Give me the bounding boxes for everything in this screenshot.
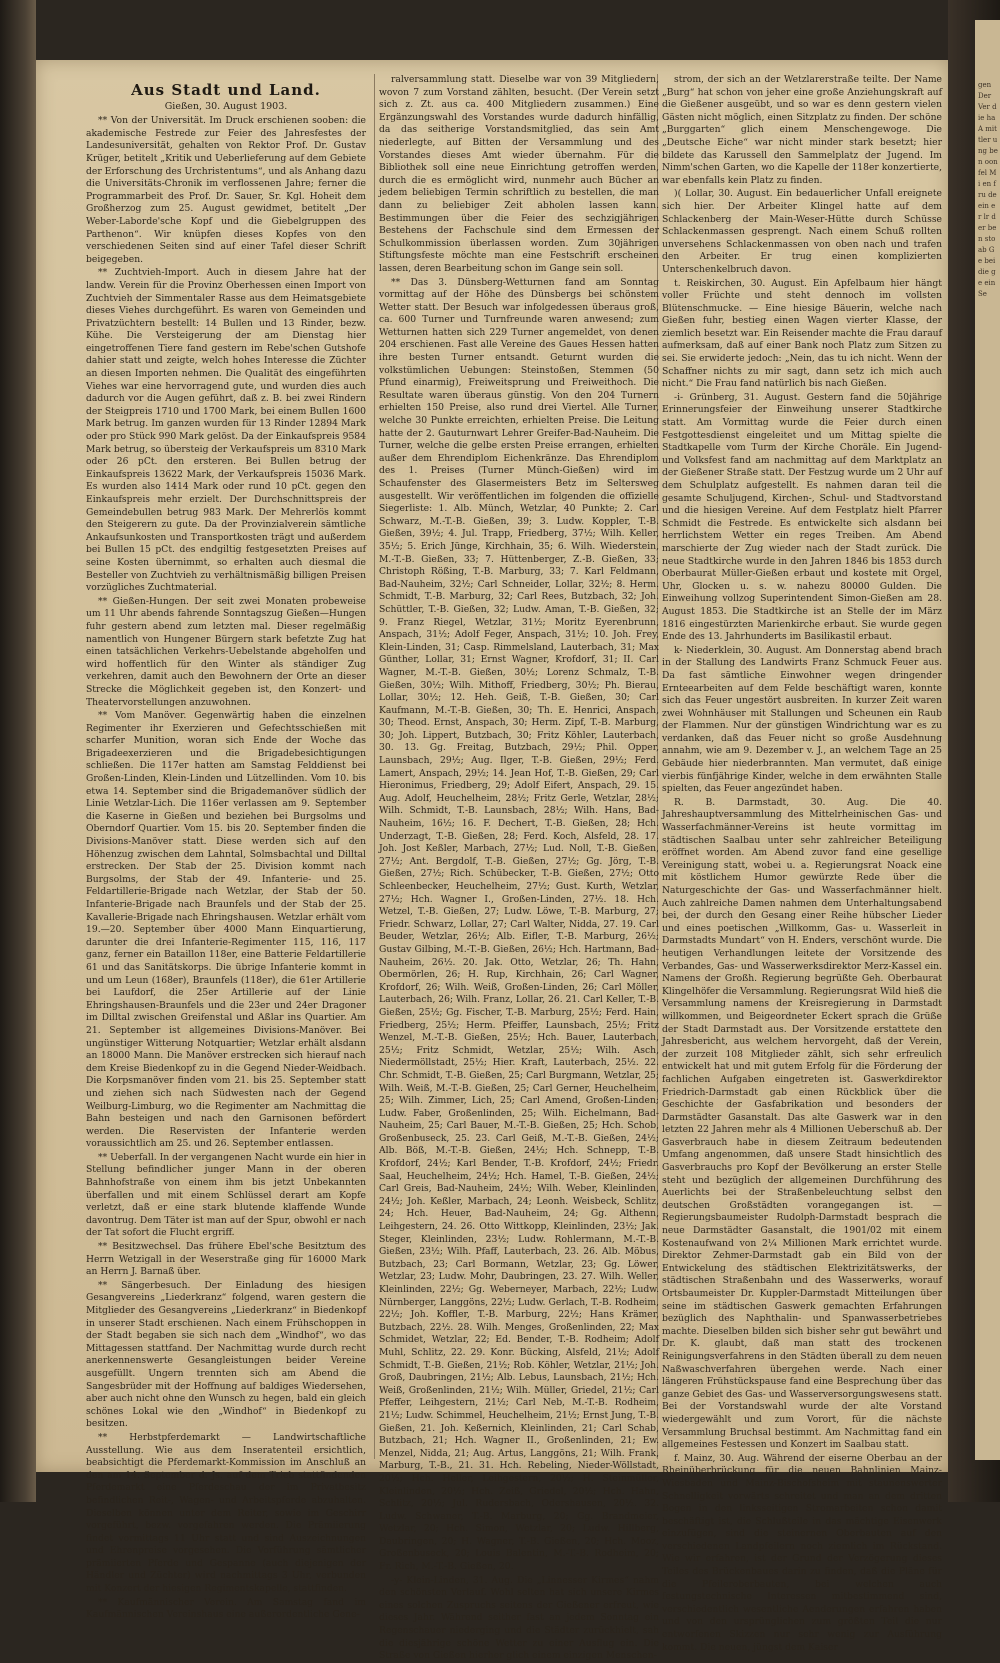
article-paragraph: ralversammlung statt. Dieselbe war von 39 Mitgliedern, wovon 7 zum Vorstand zählten, besucht. (Der Verein setzt sich z. Zt. aus ca. 400 Mitgliedern zusammen.) Eine Ergänzungswahl des Vorstandes wurde dadurch hinfällig, da das seitherige Vorstandsmitglied, das sein Amt niederlegte, auf Bitten der Versammlung und des Vorstandes dieses Amt wieder übernahm. Für die Bibliothek soll eine neue Einrichtung getroffen werden, durch die es ermöglicht wird, nunmehr auch Bücher an jedem beliebigen Termin schriftlich zu bestellen, die man dann zu beliebiger Zeit abholen lassen kann. Bestimmungen über die Feier des sechzigjährigen Bestehens der Fachschule sind dem Ermessen der Schulkommission überlassen worden. Zum 30jährigen Stiftungsfeste möchte man eine Festschrift erscheinen lassen, deren Bearbeitung schon im Gange sein soll. bbox=[379, 74, 659, 274]
column-2-body bbox=[379, 74, 659, 1663]
article-paragraph: ** Herbstpferdemarkt — Landwirtschaftliche Ausstellung. Wie aus dem Inseratenteil ersichtlich, beabsichtigt die Pferdemarkt-Kommission im Anschluß an den am 14. September d. Js. auf dem Trieb stattfindenden Pferdemarkt eine Pferdeschau der im Privatbesitz befindlichen Reit-, Wagen- und Arbeitspferde abzuhalten. Dieselben können unter dem Reiter, sowie im Geschirr vorgeführt, bezw. vorgefahren werden. Die Prämiierung findet vormittags 11 Uhr statt und sind Auszeichnungen und Ehrenpreise vorgesehen. Die Vorführung sämtlicher prämiierten Pferde und Gespanne (auch diejenigen der Händler und Züchter) wird nachmittags 3 Uhr, verbunden mit Konzert der hiesigen Regimentskapelle, stattfinden. bbox=[86, 1431, 366, 1595]
article-paragraph: strom, der sich an der Wetzlarerstraße teilte. Der Name „Burg“ hat schon von jeher eine große Anziehungskraft auf die Gießener ausgeübt, und so war es denn gestern vielen Gästen nicht möglich, einen Sitzplatz zu finden. Der schöne „Burggarten“ glich einem Menschengewoge. Die „Deutsche Eiche“ war nicht minder stark besetzt; hier bildete das Karussell den Sammelplatz der Jugend. Im Nimm'schen Garten, wo die Kapelle der 118er konzertierte, war ebenfalls kein Platz zu finden. bbox=[662, 74, 942, 186]
article-paragraph: t. Reiskirchen, 30. August. Ein Apfelbaum hier hängt voller Früchte und steht dennoch im vollsten Blütenschmucke. — Eine hiesige Bäuerin, welche nach Gießen fuhr, bestieg einen Wagen vierter Klasse, der ziemlich besetzt war. Ein Reisender machte die Frau darauf aufmerksam, daß auf einer Bank noch Platz zum Sitzen zu sei. Sie erwiderte jedoch: „Nein, das tu ich nicht. Wenn der Schaffner nichts zu mir sagt, dann setz ich mich auch nicht.“ Die Frau fand natürlich bis nach Gießen. bbox=[662, 277, 942, 390]
column-3 bbox=[662, 74, 942, 1653]
section-title: Aus Stadt und Land. bbox=[131, 81, 321, 99]
article-paragraph: ** Gießen-Hungen. Der seit zwei Monaten probeweise um 11 Uhr abends fahrende Sonntagszug Gießen—Hungen fuhr gestern abend zum letzten mal. Dieser regelmäßig namentlich von Hungener Bürgern stark befetzte Zug hat einen tatsächlichen Verkehrs-Uebelstande abgeholfen und wird hoffentlich für den Winter als ständiger Zug verkehren, damit auch den Bewohnern der Orte an dieser Strecke die Möglichkeit gegeben ist, den Konzert- und Theatervorstellungen anzuwohnen. bbox=[86, 595, 366, 708]
article-paragraph: ** Ueberfall. In der vergangenen Nacht wurde ein hier in Stellung befindlicher junger Mann in der oberen Bahnhofstraße von einem ihm bis jetzt Unbekannten überfallen und mit einem Schlüssel derart am Kopfe verletzt, daß er eine stark blutende klaffende Wunde davontrug. Dem Täter ist man auf der Spur, obwohl er nach der Tat sofort die Flucht ergriff. bbox=[86, 1151, 366, 1239]
column-1-body bbox=[86, 115, 366, 1622]
column-3-body bbox=[662, 74, 942, 1654]
column-2 bbox=[379, 74, 659, 1662]
article-paragraph: -i- Grünberg, 31. August. Gestern fand die 50jährige Erinnerungsfeier der Einweihung unserer Stadtkirche statt. Am Vormittag wurde die Feier durch einen Festgottesdienst eingeleitet und um Mittag spielte die Stadtkapelle vom Turm der Kirche Choräle. Ein Jugend- und Volksfest fand am nachmittag auf dem Marktplatz an der Gießener Straße statt. Der Festzug wurde um 2 Uhr auf dem Schulplatz aufgestellt. Es nahmen daran teil die gesamte Schuljugend, Kirchen-, Schul- und Stadtvorstand und die hiesigen Vereine. Auf dem Festplatz hielt Pfarrer Schmidt die Festrede. Es entwickelte sich alsdann bei herrlichstem Wetter ein reges Treiben. Am Abend marschierte der Zug wieder nach der Stadt zurück. Die neue Stadtkirche wurde in den Jahren 1846 bis 1853 durch Oberbaurat Müller-Gießen erbaut und kostete mit Orgel, Uhr, Glocken u. s. w. nahezu 80000 Gulden. Die Einweihung vollzog Superintendent Simon-Gießen am 28. August 1853. Die Stadtkirche ist an Stelle der im März 1816 eingestürzten Marienkirche erbaut. Sie wurde gegen Ende des 13. Jahrhunderts im Basilikastil erbaut. bbox=[662, 391, 942, 643]
column-1 bbox=[86, 74, 366, 1621]
article-paragraph: ** Von der Universität. Im Druck erschienen sooben: die akademische Festrede zur Feier des Jahresfestes der Landesuniversität, gehalten von Rektor Prof. Dr. Gustav Krüger, betitelt „Kritik und Ueberlieferung auf dem Gebiete der Erforschung des Urchristentums“, und als Anhang dazu die Universitäts-Chronik im verflossenen Jahre; ferner die Programmarbeit des Prof. Dr. Sauer, Sr. Kgl. Hoheit dem Großherzog zum 25. August gewidmet, betitelt „Der Weber-Laborde'sche Kopf und die Giebelgruppen des Parthenon“. Wir knüpfen dieses Kopfes von den verschiedenen Seiten sind auf einer Tafel dieser Schrift beigegeben. bbox=[86, 115, 366, 265]
article-paragraph: )( Lollar, 30. August. Ein bedauerlicher Unfall ereignete sich hier. Der Arbeiter Klingel hatte auf dem Schlackenberg der Main-Weser-Hütte durch Schüsse Schlackenmassen gesprengt. Nach einem Schuß rollten unversehens Schlackenmassen von oben nach und trafen den Arbeiter. Er trug einen komplizierten Unterschenkelbruch davon. bbox=[662, 188, 942, 275]
article-paragraph: k- Niederklein, 30. August. Am Donnerstag abend brach in der Stallung des Landwirts Franz Schmuck Feuer aus. Da fast sämtliche Einwohner wegen dringender Ernteearbeiten auf dem Felde beschäftigt waren, konnte sich das Feuer ungestört ausbreiten. In kurzer Zeit waren zwei Wohnhäuser mit Stallungen und Scheunen ein Raub der Flammen. Nur der günstigen Windrichtung war es zu verdanken, daß das Feuer nicht so große Ausdehnung annahm, wie am 9. Dezember v. J., an welchem Tage an 25 Gebäude hier niederbrannten. Man vermutet, daß einige vierbis fünfjährige Kinder, welche in dem erwähnten Stalle spielten, das Feuer angezündet haben. bbox=[662, 644, 942, 795]
newspaper-page bbox=[36, 60, 948, 1662]
article-paragraph: R. B. Darmstadt, 30. Aug. Die 40. Jahreshauptversammlung des Mittelrheinischen Gas- und Wasserfachmänner-Vereins ist heute vormittag im städtischen Saalbau unter sehr zahlreicher Beteiligung eröffnet worden. Am Abend zuvor fand eine gesellige Vereinigung statt, wobei u. a. Regierungsrat Noack eine mit köstlichem Humor gewürzte Rede über die Naturgeschichte der Gas- und Wasserfachmänner hielt. Auch zahlreiche Damen nahmen dem Unterhaltungsabend bei, der durch den Gesang einer Reihe hübscher Lieder und eines poetischen „Willkomm, Gas- u. Wasserleit in Darmstadts Mundart“ von H. Enders, verschönt wurde. Die heutigen Verhandlungen leitete der Vorsitzende des Verbandes, Gas- und Wasserwerksdirektor Merz-Kassel ein. Namens der Großh. Regierung begrüßte Geh. Oberbaurat Klingelhöfer die Versammlung. Regierungsrat Wild hieß die Versammlung namens der Kreisregierung in Darmstadt willkommen, und Beigeordneter Eckert sprach die Grüße der Stadt Darmstadt aus. Der Vorsitzende erstattete den Jahresbericht, aus welchem hervorgeht, daß der Verein, der zurzeit 108 Mitglieder zählt, sich sehr erfreulich entwickelt hat und mit gutem Erfolg für die Förderung der fachlichen Aufgaben eingetreten ist. Gaswerkdirektor Friedrich-Darmstadt gab einen Rückblick über die Geschichte der Gasfabrikation und besonders der Darmstädter Gasanstalt. Das alte Gaswerk war in den letzten 22 Jahren mehr als 4 Millionen Ueberschuß ab. Der Gasverbrauch habe in diesem Zeitraum bedeutenden Umfang angenommen, daß unsere Stadt hinsichtlich des Gasverbrauchs pro Kopf der Bevölkerung an erster Stelle steht und bezüglich der allgemeinen Durchführung des Auerlichts bei der Straßenbeleuchtung selbst den deutschen Großstädten vorangegangen ist. — Regierungsbaumeister Rudolph-Darmstadt besprach die neue Darmstädter Gasanstalt, die 1901/02 mit einem Kostenaufwand von 2¼ Millionen Mark errichtet wurde. Direktor Zehmer-Darmstadt gab ein Bild von der Entwickelung des städtischen Elektrizitätswerks, der städtischen Straßenbahn und des Wasserwerks, worauf Ortsbaumeister Dr. Kuppler-Darmstadt Mitteilungen über seine im städtischen Gaswerk gemachten Erfahrungen bezüglich des Naphthalin- und Spanwasserbetriebes machte. Dieselben bilden sich bisher sehr gut bewährt und Dr. K. glaubt, daß man statt des trockenen Reinigungsverfahrens in den Städten überall zu dem neuen Naßwaschverfahren übergehen werde. Nach einer längeren Frühstückspause fand eine Besprechung über das ganze Gebiet des Gas- und Wasserversorgungswesens statt. Bei der Vorstandswahl wurde der alte Vorstand wiedergewählt und zum Vorort, für die nächste Versammlung Bruchsal bestimmt. Am Nachmittag fand ein allgemeines Festessen und Konzert im Saalbau statt. bbox=[662, 796, 942, 1451]
article-paragraph: ** Kaufmännischer Verein. Am Samstag fand im Kaufmännischen Vereinshaus eine außerordentliche Gene- bbox=[86, 1596, 366, 1621]
adjacent-page-text: gen Der Ver die ha A mittler ung ben oon fel Mi en fru de ein er lr der ben sto ab Ge bei die ge ein Se bbox=[978, 81, 998, 298]
article-paragraph: ** Das 3. Dünsberg-Wetturnen fand am Sonntag vormittag auf der Höhe des Dünsbergs bei schönstem Wetter statt. Der Besuch war infolgedessen überaus groß, ca. 600 Turner und Turnfreunde waren anwesend; zum Wetturnen hatten sich 229 Turner angemeldet, von denen 204 erschienen. Fast alle Vereine des Gaues Hessen hatten ihre besten Turner entsandt. Geturnt wurden die volkstümlichen Uebungen: Steinstoßen, Stemmen (50 Pfund einarmig), Freiweitsprung und Freiweithoch. Die Resultate waren überaus günstig. Von den 204 Turnern erhielten 150 Preise, also rund drei Viertel. Alle Turner, welche 30 Punkte erreichten, erhielten Preise. Die Leitung hatte der 2. Gauturnwart Lehrer Greifer-Bad-Nauheim. Die Turner, welche die gelbe ersten Preise errangen, erhielten außer dem Ehrendiplom Eichenkränze. Das Ehrendiplom des 1. Preises (Turner Münch-Gießen) wird im Schaufenster des Glasermeisters Betz im Seltersweg ausgestellt. Wir veröffentlichen im folgenden die offizielle Siegerliste: 1. Alb. Münch, Wetzlar, 40 Punkte; 2. Carl Schwarz, M.-T.-B. Gießen, 39; 3. Ludw. Koppler, T.-B. Gießen, 39½; 4. Jul. Trapp, Friedberg, 37½; Wilh. Keller, 35½; 5. Erich Jünge, Kirchhain, 35; 6. Wilh. Wiederstein, M.-T.-B. Gießen, 33; 7. Hüttenberger, Z.-B. Gießen, 33; Christoph Rößing, T.-B. Marburg, 33; 7. Karl Feldmann, Bad-Nauheim, 32½; Carl Schneider, Lollar, 32½; 8. Herm. Schmidt, T.-B. Marburg, 32; Carl Rees, Butzbach, 32; Joh. Schüttler, T.-B. Gießen, 32; Ludw. Aman, T.-B. Gießen, 32; 9. Franz Riegel, Wetzlar, 31½; Moritz Eyerenbrunn, Anspach, 31½; Adolf Feger, Anspach, 31½; 10. Joh. Frey, Klein-Linden, 31; Casp. Rimmelsland, Lauterbach, 31; Max Günther, Lollar, 31; Ernst Wagner, Krofdorf, 31; II. Carl Wagner, M.-T.-B. Gießen, 30½; Lorenz Schmalz, T.-B. Gießen, 30½; Wilh. Mithoff, Friedberg, 30½; Ph. Bierau, Lollar, 30½; 12. Heh. Geiß, T.-B. Gießen, 30; Carl Kaufmann, M.-T.-B. Gießen, 30; Th. E. Henrici, Anspach, 30; Theod. Ernst, Anspach, 30; Herm. Zipf, T.-B. Marburg, 30; Joh. Lippert, Butzbach, 30; Fritz Köhler, Lauterbach, 30. 13. Gg. Freitag, Butzbach, 29½; Phil. Opper, Launsbach, 29½; Aug. Ilger, T.-B. Gießen, 29½; Ferd. Lamert, Anspach, 29½; 14. Jean Hof, T.-B. Gießen, 29; Carl Hieronimus, Friedberg, 29; Adolf Eifert, Anspach, 29. 15. Aug. Adolf, Heuchelheim, 28½; Fritz Gerle, Wetzlar, 28½; Wilh. Schmidt, T.-B. Launsbach, 28½; Wilh. Hans, Bad-Nauheim, 16½; 16. F. Dechert, T.-B. Gießen, 28; Hch. Underzagt, T.-B. Gießen, 28; Ferd. Koch, Alsfeld, 28. 17. Joh. Jost Keßler, Marbach, 27½; Lud. Noll, T.-B. Gießen, 27½; Ant. Bergdolf, T.-B. Gießen, 27½; Gg. Jörg, T.-B. Gießen, 27½; Rich. Schübecker, T.-B. Gießen, 27½; Otto Schleenbecker, Heuchelheim, 27½; Gust. Kurth, Wetzlar, 27½; Hch. Wagner I., Großen-Linden, 27½. 18. Hch. Wetzel, T.-B. Gießen, 27; Ludw. Löwe, T.-B. Marburg, 27; Friedr. Schwarz, Lollar, 27; Carl Walter, Nidda, 27. 19. Carl Beuder, Wetzlar, 26½; Alb. Eifler, T.-B. Marburg, 26½; Gustav Gilbing, M.-T.-B. Gießen, 26½; Hch. Hartmann, Bad-Nauheim, 26½. 20. Jak. Otto, Wetzlar, 26; Th. Hahn, Obermörlen, 26; H. Rup, Kirchhain, 26; Carl Wagner, Krofdorf, 26; Wilh. Weiß, Großen-Linden, 26; Carl Möller, Lauterbach, 26; Wilh. Franz, Lollar, 26. 21. Carl Keller, T.-B. Gießen, 25½; Gg. Fischer, T.-B. Marburg, 25½; Ferd. Hain, Friedberg, 25½; Herm. Pfeiffer, Launsbach, 25½; Fritz Wenzel, M.-T.-B. Gießen, 25½; Hch. Bauer, Lauterbach, 25½; Fritz Schmidt, Wetzlar, 25½; Wilh. Asch, Niedermöllstadt, 25½; Hier. Kraft, Lauterbach, 25½. 22. Chr. Schmidt, T.-B. Gießen, 25; Carl Burgmann, Wetzlar, 25; Wilh. Weiß, M.-T.-B. Gießen, 25; Carl Gerner, Heuchelheim, 25; Wilh. Zimmer, Lich, 25; Carl Amend, Großen-Linden; Ludw. Faber, Großenlinden, 25; Wilh. Eichelmann, Bad-Nauheim, 25; Carl Bauer, M.-T.-B. Gießen, 25; Hch. Schob, Großenbuseck, 25. 23. Carl Geiß, M.-T.-B. Gießen, 24½; Alb. Böß, M.-T.-B. Gießen, 24½; Hch. Schnepp, T.-B. Krofdorf, 24½; Karl Bender, T.-B. Krofdorf, 24½; Friedr. Saal, Heuchelheim, 24½; Hch. Hamel, T.-B. Gießen, 24½; Carl Greis, Bad-Nauheim, 24½; Wilh. Weber, Kleinlinden, 24½; Joh. Keßler, Marbach, 24; Leonh. Weisbeck, Schlitz, 24; Hch. Heuer, Bad-Nauheim, 24; Gg. Althenn, Leihgestern, 24. 26. Otto Wittkopp, Kleinlinden, 23½; Jak. Steger, Kleinlinden, 23½; Ludw. Rohlermann, M.-T.-B. Gießen, 23½; Wilh. Pfaff, Lauterbach, 23. 26. Alb. Möbus, Butzbach, 23; Carl Bormann, Wetzlar, 23; Gg. Löwer, Wetzlar, 23; Ludw. Mohr, Daubringen, 23. 27. Wilh. Weller, Kleinlinden, 22½; Gg. Weberneyer, Marbach, 22½; Ludw. Nürnberger, Langgöns, 22½; Ludw. Gerlach, T.-B. Rodheim, 22½; Joh. Koffler, T.-B. Marburg, 22½; Hans Krämer, Butzbach, 22½. 28. Wilh. Menges, Großenlinden, 22; Max Schmidet, Wetzlar, 22; Ed. Bender, T.-B. Rodheim; Adolf Muhl, Schlitz, 22. 29. Konr. Bücking, Alsfeld, 21½; Adolf Schmidt, T.-B. Gießen, 21½; Rob. Köhler, Wetzlar, 21½; Joh. Groß, Daubringen, 21½; Alb. Lebus, Launsbach, 21½; Hch. Weiß, Großenlinden, 21½; Wilh. Müller, Griedel, 21½; Carl Pfeffer, Leihgestern, 21½; Carl Neb, M.-T.-B. Rodheim, 21½; Ludw. Schimmel, Heuchelheim, 21½; Ernst Jung, T.-B. Gießen, 21. Joh. Keßernich, Kleinlinden, 21; Carl Schab, Butzbach, 21; Hch. Wagner II., Großenlinden, 21; Ew. Menzel, Nidda, 21; Aug. Artus, Langgöns, 21; Wilh. Frank, Marburg, T.-B., 21. 31. Hch. Rebeling, Nieder-Wöllstadt, 20½; Hch. Heller, Leihgestern, 20½; H. Steinmüller, Kleinlinden, 20½; Hch. Zeiß, Griedel, 20½; Hch. Hahn, Schlitz, 20½; Jul. Rudersbach, Odershausen, 20½. 32. Ludw. Schwaner, T.-B. Marburg, 20; Gg. Brandmeier, Wetzlar, 20; Hch. Simon, Wetzlar, 20; Ludw. Hillberg, Daubringen, 20; H. Wagner, T.-B. Gießen, 20; Hch. Mooz, Großenbuseck, 20; Louis Balentin, M.-T.-B. Rodheim, 20; Fr. Rich, M.-T.-B. Gießen, 20. bbox=[379, 276, 659, 1573]
column-rule-1 bbox=[374, 74, 375, 1459]
article-paragraph: ** Besitzwechsel. Das frühere Ebel'sche Besitztum des Herrn Wetzigall in der Weserstraße ging für 16000 Mark an Herrn J. Barnaß über. bbox=[86, 1241, 366, 1278]
article-paragraph: -y- Klein-Linden, 31. Aug. Die „Linnesser Kirmes“ nahm den schönsten Verlauf. Wohl selten hat sich unsere Kirmes eines solchen Zuspruchs seitens der Gießener erfreut, wie dieses Jahr. Während seither fast an jedem Sonntag ein Regenschauer niederging und die Städter zurückhielt, sah die diesjährige schöne Wetter zu einer Ausflug ein. Die Straße von Gießen hierher glich einem einzigen Menschen- bbox=[379, 1574, 659, 1662]
adjacent-page-sliver bbox=[975, 20, 1000, 1460]
article-paragraph: f. Mainz, 30. Aug. Während der eiserne Oberbau an der Rheinüberbrückung für die neuen Bahnlinien Mainz-Wiesbaden und Mainz-Bischofsheim mit staunenswerter Schnelligkeit vorwärts schreitet und man an dem dritten Bogen in den linksseitigen Stromarbeiten schon damit beschäftigt ist, die Schlußteile in das mächtige Eisenwerk einzufügen, sind die steinernen Oberbauten auf den verschiedenen Landpfeilern noch ziemlich im Rückstand. Wie wir erfahren, ist der Grund der Verzögerung dieses Teiles des Brückenbaues darin zu finden, daß die Pläne für die Pfeileroberbauten, bei welchen auch festungstechnische Interessen mitbestimmend sind, verschiedentlich wesentliche Aenderungen erfahren haben und von den ursprünglichen zum größten Teil die nur entworfenen Skizzen nur sehr wenig zur Ausführung kommt. Die neuen, jüngst dem Kaiser bbox=[662, 1452, 942, 1653]
article-paragraph: ** Vom Manöver. Gegenwärtig haben die einzelnen Regimenter ihr Exerzieren und Gefechtsschießen mit scharfer Munition, woran sich Ende der Woche das Brigadeexerzieren und die Brigadebesichtigungen schließen. Die 117er hatten am Samstag Felddienst bei Großen-Linden, Klein-Linden und Lützellinden. Vom 10. bis etwa 14. September sind die Brigademanöver südlich der Linie Wetzlar-Lich. Die 116er verlassen am 9. September die Kaserne in Gießen und beziehen bei Burgsolms und Oberndorf Quartier. Vom 15. bis 20. September finden die Divisions-Manöver statt. Diese werden sich auf den Höhenzug zwischen dem Lahntal, Solmsbachtal und Dilltal erstrecken. Der Stab der 25. Division kommt nach Burgsolms, der Stab der 49. Infanterie- und 25. Feldartillerie-Brigade nach Wetzlar, der Stab der 50. Infanterie-Brigade nach Braunfels und der Stab der 25. Kavallerie-Brigade nach Ehringshausen. Wetzlar erhält vom 19.—20. September über 4000 Mann Einquartierung, darunter die drei Infanterie-Regimenter 115, 116, 117 ganz, ferner ein Bataillon 118er, eine Batterie Feldartillerie 61 und das Sanitätskorps. Die übrige Infanterie kommt in und um Leun (168er), Braunfels (118er), die 61er Artillerie bei Laufdorf, die 25er Artillerie auf der Linie Ehringshausen-Braunfels und die 23er und 24er Dragoner im Dilltal zwischen Greifenstal und Aßlar ins Quartier. Am 21. September ist allgemeines Divisions-Manöver. Bei ungünstiger Witterung Notquartier; Wetzlar erhält alsdann an 18000 Mann. Die Manöver erstrecken sich hierauf nach dem Kreise Biedenkopf zu in die Gegend Nieder-Weidbach. Die Korpsmanöver finden vom 21. bis 25. September statt und ziehen sich nach Südwesten nach der Gegend Weilburg-Limburg, wo die Regimenter am Nachmittag die Bahn besteigen und nach den Garnisonen befördert werden. Die Reservisten der Infanterie werden voraussichtlich am 25. und 26. September entlassen. bbox=[86, 710, 366, 1150]
article-paragraph: ** Sängerbesuch. Der Einladung des hiesigen Gesangvereins „Liederkranz“ folgend, waren gestern die Mitglieder des Gesangvereins „Liederkranz“ in Biedenkopf in unserer Stadt erschienen. Nach einem Frühschoppen in der Stadt begaben sie sich nach dem „Windhof“, wo das Mittagessen stattfand. Der Nachmittag wurde durch recht anerkennenswerte Gesangleistungen beider Vereine ausgefüllt. Ungern trennten sich am Abend die Sangesbrüder mit der Hoffnung auf baldiges Wiedersehen, aber auch nicht ohne den Wunsch zu hegen, bald ein gleich schönes Lokal wie den „Windhof“ in Biedenkopf zu besitzen. bbox=[86, 1279, 366, 1430]
dateline: Gießen, 30. August 1903. bbox=[164, 100, 288, 112]
article-paragraph: ** Zuchtvieh-Import. Auch in diesem Jahre hat der landw. Verein für die Provinz Oberhessen einen Import von Zuchtvieh der Simmentaler Rasse aus dem Heimatsgebiete dieses Viehes durchgeführt. Es waren von Gemeinden und Privatzüchtern bestellt: 14 Bullen und 13 Rinder, bezw. Kühe. Die Versteigerung der am Dienstag hier eingetroffenen Tiere fand gestern im Rebe'schen Gutshofe dahier statt und zeigte, welch hohes Interesse die Züchter an diesen Importen nehmen. Die Qualität des eingeführten Viehes war eine hervorragend gute, und wurden dies auch dadurch vor die Augen geführt, daß z. B. bei zwei Rindern der Steigpreis 1710 und 1700 Mark, bei einem Bullen 1600 Mark betrug. Im ganzen wurden für 13 Rinder 12894 Mark oder pro Stück 990 Mark gelöst. Da der Einkaufspreis 9584 Mark betrug, so übersteig der Verkaufspreis um 8310 Mark oder 26 pCt. den ersteren. Bei Bullen betrug der Einkaufspreis 13622 Mark, der Verkaufspreis 15036 Mark. Es wurden also 1414 Mark oder rund 10 pCt. gegen den Einkaufspreis mehr erzielt. Der Durchschnittspreis der Gemeindebullen betrug 983 Mark. Der Mehrerlös kommt den Steigerern zu gute. Da der Provinzialverein sämtliche Ankaufsunkosten und Transportkosten trägt und außerdem bei Bullen 15 pCt. des endgiltig festgesetzten Preises auf seine Kosten übernimmt, so erhalten auch diesmal die Besteller von Zuchtvieh zu verhältnismäßig billigen Preisen vorzügliches Zuchtmaterial. bbox=[86, 267, 366, 594]
scan-edge-left bbox=[0, 0, 36, 1502]
